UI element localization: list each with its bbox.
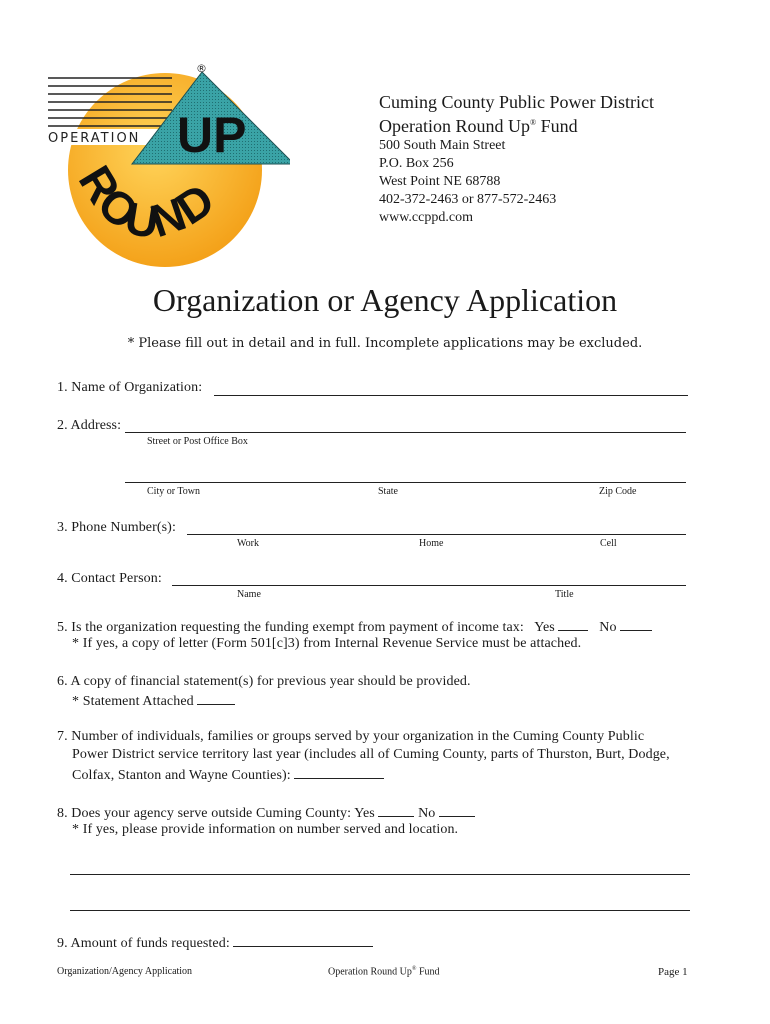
q4-label: 4. Contact Person: bbox=[57, 571, 162, 586]
q3-label: 3. Phone Number(s): bbox=[57, 520, 176, 535]
operation-round-up-logo bbox=[40, 60, 290, 270]
q5-label: 5. Is the organization requesting the funding exempt from payment of income tax: Yes No bbox=[57, 618, 652, 636]
address-city-state-zip: West Point NE 68788 bbox=[379, 174, 501, 189]
svg-text:UP: UP bbox=[177, 107, 247, 163]
contact-person-field[interactable] bbox=[172, 585, 686, 586]
instructions: * Please fill out in detail and in full. Incomplete applications may be excluded. bbox=[127, 336, 643, 351]
svg-text:®: ® bbox=[196, 62, 207, 75]
q7-line2: Power District service territory last year (includes all of Cuming County, parts of Thurston, Burt, Dodge, bbox=[72, 747, 670, 762]
address-po-box: P.O. Box 256 bbox=[379, 156, 454, 171]
city-state-zip-field[interactable] bbox=[125, 482, 686, 483]
q8-yes-label: Yes bbox=[354, 806, 375, 821]
organization-name-field[interactable] bbox=[214, 395, 688, 396]
q6-note: * Statement Attached bbox=[72, 692, 235, 710]
number-served-blank[interactable] bbox=[294, 766, 384, 779]
q8-note: * If yes, please provide information on number served and location. bbox=[72, 822, 459, 837]
footer-left: Organization/Agency Application bbox=[57, 966, 193, 977]
q5-note: * If yes, a copy of letter (Form 501[c]3) from Internal Revenue Service must be attached. bbox=[72, 636, 582, 651]
city-sublabel: City or Town bbox=[147, 486, 201, 497]
phone-field[interactable] bbox=[187, 534, 686, 535]
q8-no-label: No bbox=[418, 806, 436, 821]
q8-answer-line-2[interactable] bbox=[70, 910, 690, 911]
district-name: Cuming County Public Power District bbox=[379, 92, 655, 112]
footer-center: Operation Round Up® Fund bbox=[328, 966, 440, 978]
state-sublabel: State bbox=[378, 486, 398, 497]
svg-text:OPERATION: OPERATION bbox=[48, 131, 141, 146]
q2-label: 2. Address: bbox=[57, 418, 122, 433]
address-street: 500 South Main Street bbox=[379, 138, 506, 153]
q5-yes-label: Yes bbox=[534, 620, 555, 635]
street-sublabel: Street or Post Office Box bbox=[147, 436, 248, 447]
page-number: Page 1 bbox=[658, 966, 688, 978]
title-sublabel: Title bbox=[555, 589, 574, 600]
q1-label: 1. Name of Organization: bbox=[57, 380, 203, 395]
q9-label: 9. Amount of funds requested: bbox=[57, 934, 373, 952]
fund-name: Operation Round Up® Fund bbox=[379, 116, 578, 136]
q8-yes-blank[interactable] bbox=[378, 804, 414, 817]
street-field[interactable] bbox=[125, 432, 686, 433]
statement-attached-blank[interactable] bbox=[197, 692, 235, 705]
q8-no-blank[interactable] bbox=[439, 804, 475, 817]
q7-line3: Colfax, Stanton and Wayne Counties): bbox=[72, 766, 384, 784]
q8-answer-line-1[interactable] bbox=[70, 874, 690, 875]
website-link[interactable]: www.ccppd.com bbox=[379, 210, 473, 225]
zip-sublabel: Zip Code bbox=[599, 486, 637, 497]
page-title: Organization or Agency Application bbox=[152, 282, 618, 318]
q7-line1: 7. Number of individuals, families or groups served by your organization in the Cuming County Public bbox=[57, 729, 645, 744]
q5-yes-blank[interactable] bbox=[558, 618, 588, 631]
q8-label: 8. Does your agency serve outside Cuming County: Yes No bbox=[57, 804, 475, 822]
q5-no-blank[interactable] bbox=[620, 618, 652, 631]
name-sublabel: Name bbox=[237, 589, 261, 600]
q5-no-label: No bbox=[599, 620, 617, 635]
svg-text:ROUND: ROUND bbox=[68, 156, 224, 249]
logo-graphic bbox=[40, 60, 290, 270]
q6-label: 6. A copy of financial statement(s) for previous year should be provided. bbox=[57, 674, 471, 689]
phone-numbers: 402-372-2463 or 877-572-2463 bbox=[379, 192, 557, 207]
cell-sublabel: Cell bbox=[600, 538, 617, 549]
work-sublabel: Work bbox=[237, 538, 259, 549]
amount-requested-blank[interactable] bbox=[233, 934, 373, 947]
home-sublabel: Home bbox=[419, 538, 444, 549]
